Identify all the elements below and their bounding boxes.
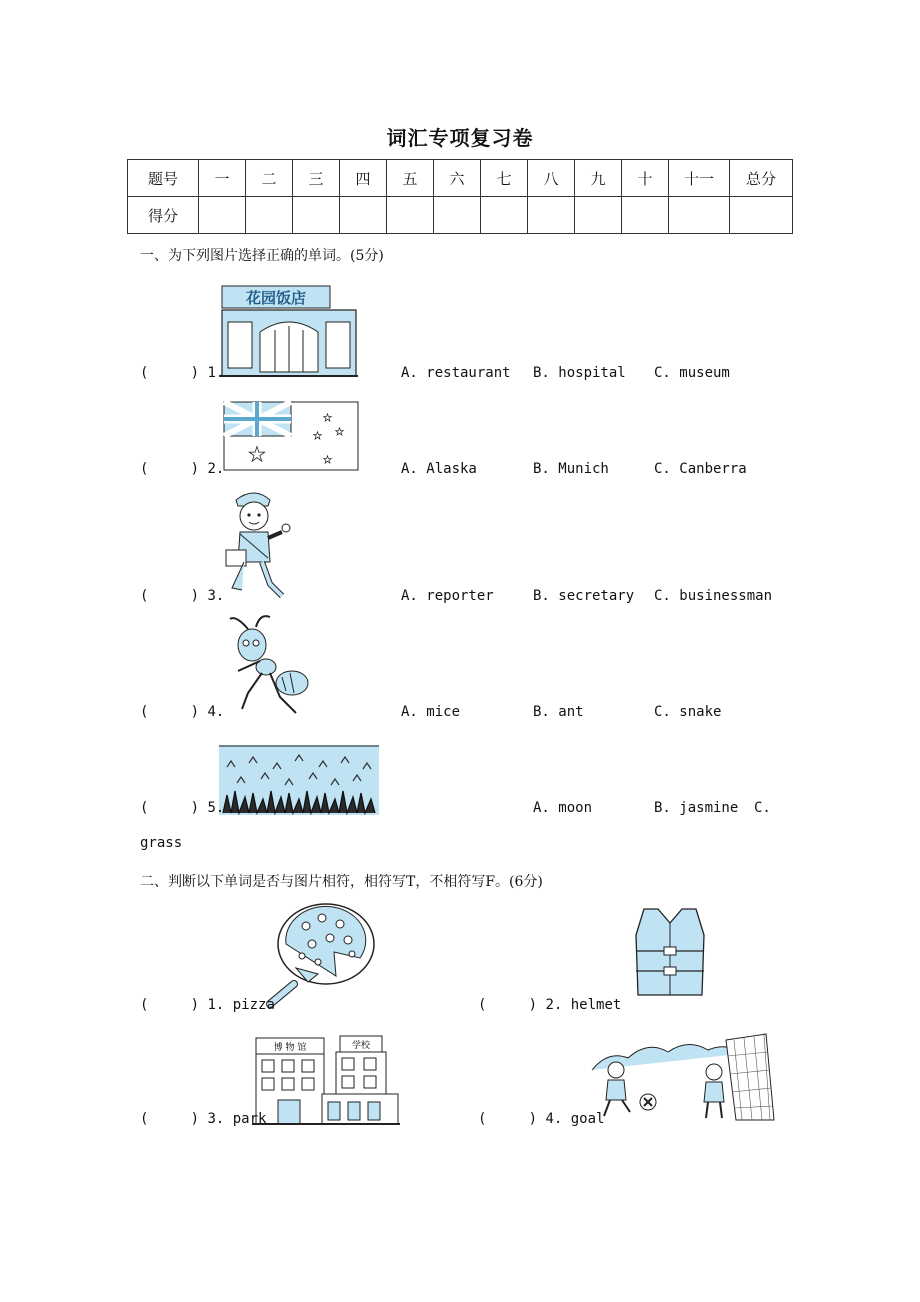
judge-item xyxy=(478,997,621,1013)
score-header-cell: 四 xyxy=(340,160,387,197)
score-cell[interactable] xyxy=(622,197,669,234)
question-number: 3. xyxy=(207,588,225,604)
item-number: 4. xyxy=(545,1111,563,1127)
score-cell[interactable] xyxy=(575,197,622,234)
svg-text:★: ★ xyxy=(323,455,332,466)
option-b[interactable]: B. ant xyxy=(533,704,584,720)
answer-blank[interactable]: ( ) xyxy=(478,997,538,1013)
answer-blank[interactable]: ( ) xyxy=(140,1111,200,1127)
question-row xyxy=(140,461,224,477)
answer-blank[interactable]: ( ) xyxy=(140,800,200,816)
score-cell[interactable] xyxy=(481,197,528,234)
answer-blank[interactable]: ( ) xyxy=(140,365,200,381)
vest-image xyxy=(630,905,710,1001)
ant-image xyxy=(226,615,310,719)
score-header-cell: 八 xyxy=(528,160,575,197)
score-cell[interactable] xyxy=(730,197,793,234)
question-row xyxy=(140,365,224,381)
grass-image xyxy=(219,745,379,815)
score-cell[interactable] xyxy=(199,197,246,234)
score-header-cell: 十 xyxy=(622,160,669,197)
option-a[interactable]: A. moon xyxy=(533,800,593,816)
goal-image xyxy=(588,1030,778,1122)
score-cell[interactable] xyxy=(669,197,730,234)
section1-heading: 一、为下列图片选择正确的单词。(5分) xyxy=(140,248,384,264)
option-a[interactable]: A. reporter xyxy=(401,588,494,604)
item-number: 1. xyxy=(207,997,225,1013)
item-word: pizza xyxy=(232,997,275,1013)
item-word: helmet xyxy=(570,997,622,1013)
buildings-image xyxy=(252,1034,400,1126)
option-a[interactable]: A. mice xyxy=(401,704,461,720)
option-c-wrap[interactable]: grass xyxy=(140,835,183,851)
option-b[interactable]: B. Munich xyxy=(533,461,609,477)
answer-blank[interactable]: ( ) xyxy=(140,704,200,720)
score-cell[interactable] xyxy=(246,197,293,234)
school-sign: 学校 xyxy=(351,1041,371,1051)
answer-blank[interactable]: ( ) xyxy=(478,1111,538,1127)
question-row xyxy=(140,704,224,720)
score-table xyxy=(127,159,793,234)
flag-image xyxy=(223,401,359,471)
question-row xyxy=(140,588,224,604)
reporter-image xyxy=(218,488,298,602)
section2-heading: 二、判断以下单词是否与图片相符，相符写T，不相符写F。(6分) xyxy=(140,874,543,890)
item-word: goal xyxy=(570,1111,605,1127)
svg-text:★: ★ xyxy=(335,427,344,438)
option-c[interactable]: C. snake xyxy=(654,704,722,720)
score-header-cell: 六 xyxy=(434,160,481,197)
restaurant-image xyxy=(220,282,358,378)
score-header-cell: 一 xyxy=(199,160,246,197)
answer-blank[interactable]: ( ) xyxy=(140,997,200,1013)
svg-text:★: ★ xyxy=(323,413,332,424)
score-header-cell: 总分 xyxy=(730,160,793,197)
option-b[interactable]: B. hospital xyxy=(533,365,626,381)
option-b[interactable]: B. secretary xyxy=(533,588,635,604)
option-c[interactable]: C. Canberra xyxy=(654,461,747,477)
score-header-cell: 五 xyxy=(387,160,434,197)
question-number: 2. xyxy=(207,461,225,477)
score-header-cell: 二 xyxy=(246,160,293,197)
score-cell[interactable] xyxy=(528,197,575,234)
score-header-cell: 三 xyxy=(293,160,340,197)
answer-blank[interactable]: ( ) xyxy=(140,461,200,477)
score-header-cell: 题号 xyxy=(128,160,199,197)
option-c[interactable]: C. xyxy=(754,800,771,816)
svg-text:★: ★ xyxy=(313,431,322,442)
item-word: park xyxy=(232,1111,267,1127)
restaurant-sign-text: 花园饭店 xyxy=(245,289,307,307)
score-cell[interactable] xyxy=(340,197,387,234)
score-cell[interactable] xyxy=(293,197,340,234)
answer-blank[interactable]: ( ) xyxy=(140,588,200,604)
option-a[interactable]: A. restaurant xyxy=(401,365,511,381)
score-header-cell: 九 xyxy=(575,160,622,197)
score-cell[interactable] xyxy=(387,197,434,234)
judge-item xyxy=(478,1111,604,1127)
svg-text:★: ★ xyxy=(248,442,266,466)
judge-item xyxy=(140,1111,266,1127)
question-row xyxy=(140,800,224,816)
item-number: 3. xyxy=(207,1111,225,1127)
option-c[interactable]: C. businessman xyxy=(654,588,773,604)
question-number: 5. xyxy=(207,800,225,816)
score-header-cell: 十一 xyxy=(669,160,730,197)
museum-sign: 博 物 馆 xyxy=(273,1043,307,1053)
page-title: 词汇专项复习卷 xyxy=(386,126,534,150)
judge-item xyxy=(140,997,275,1013)
score-row-label: 得分 xyxy=(128,197,199,234)
option-a[interactable]: A. Alaska xyxy=(401,461,477,477)
item-number: 2. xyxy=(545,997,563,1013)
option-c[interactable]: C. museum xyxy=(654,365,730,381)
score-table-score-row xyxy=(128,197,793,234)
score-cell[interactable] xyxy=(434,197,481,234)
option-b[interactable]: B. jasmine xyxy=(654,800,739,816)
score-header-cell: 七 xyxy=(481,160,528,197)
question-number: 4. xyxy=(207,704,225,720)
score-table-header-row xyxy=(128,160,793,197)
question-number: 1. xyxy=(207,365,225,381)
